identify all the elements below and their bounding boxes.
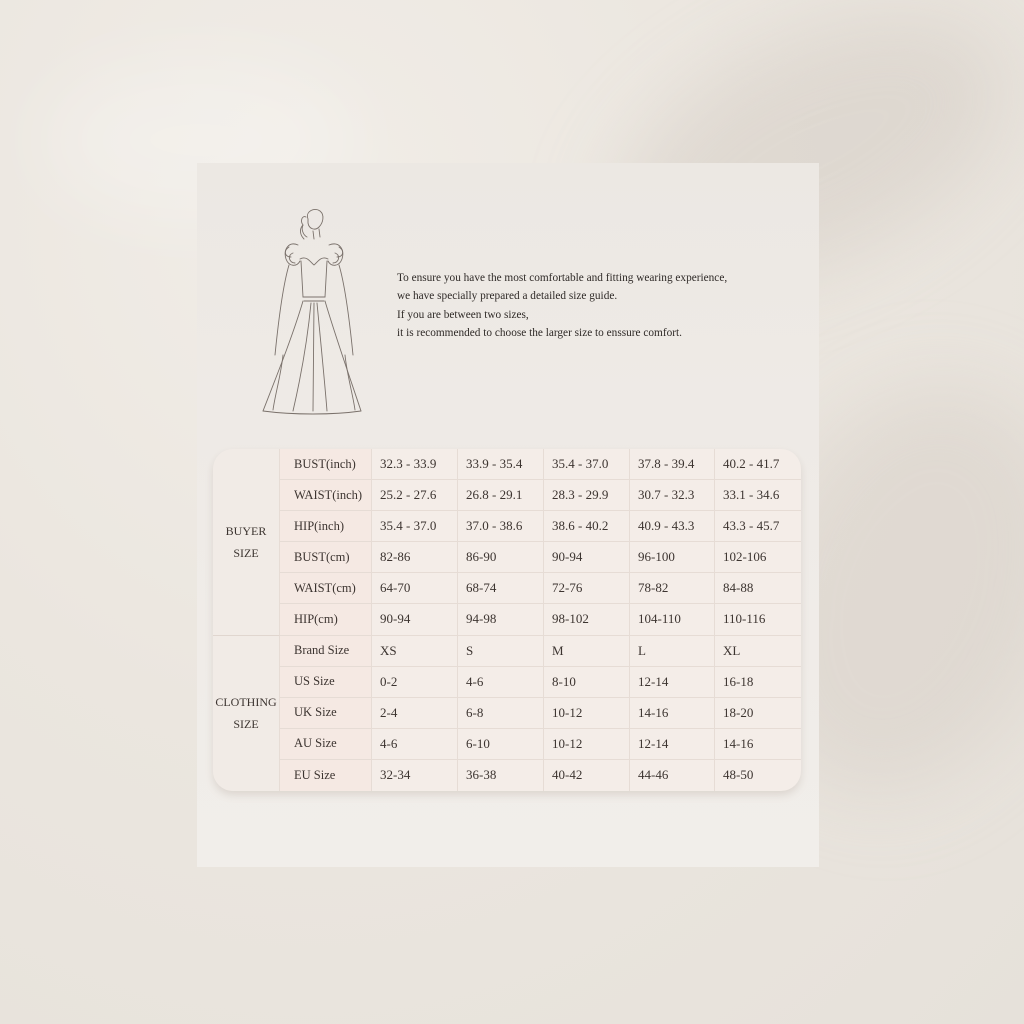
clothing-size-group-label: CLOTHING SIZE bbox=[213, 636, 280, 791]
size-value-cell: 84-88 bbox=[715, 573, 801, 604]
size-value-cell: 14-16 bbox=[715, 729, 801, 760]
size-value-cell: 78-82 bbox=[630, 573, 715, 604]
row-label: WAIST(cm) bbox=[280, 573, 372, 604]
size-value-cell: 40-42 bbox=[544, 760, 630, 791]
size-value-cell: 35.4 - 37.0 bbox=[544, 449, 630, 480]
size-value-cell: 4-6 bbox=[372, 729, 458, 760]
size-value-cell: 40.9 - 43.3 bbox=[630, 511, 715, 542]
row-label: EU Size bbox=[280, 760, 372, 791]
size-value-cell: 14-16 bbox=[630, 698, 715, 729]
buyer-size-group-label: BUYER SIZE bbox=[213, 449, 280, 636]
row-label: AU Size bbox=[280, 729, 372, 760]
size-value-cell: L bbox=[630, 636, 715, 667]
size-value-cell: 68-74 bbox=[458, 573, 544, 604]
row-label: BUST(cm) bbox=[280, 542, 372, 573]
size-value-cell: 26.8 - 29.1 bbox=[458, 480, 544, 511]
size-value-cell: 64-70 bbox=[372, 573, 458, 604]
intro-line: If you are between two sizes, bbox=[397, 308, 529, 321]
size-value-cell: 8-10 bbox=[544, 667, 630, 698]
size-value-cell: 25.2 - 27.6 bbox=[372, 480, 458, 511]
size-value-cell: XS bbox=[372, 636, 458, 667]
size-chart-table bbox=[213, 449, 801, 791]
size-value-cell: 94-98 bbox=[458, 604, 544, 635]
size-value-cell: 12-14 bbox=[630, 667, 715, 698]
size-value-cell: 48-50 bbox=[723, 767, 754, 783]
size-value-cell: 33.9 - 35.4 bbox=[458, 449, 544, 480]
row-label: BUST(inch) bbox=[280, 449, 372, 480]
size-value-cell: 6-10 bbox=[458, 729, 544, 760]
size-value-cell: 32-34 bbox=[372, 760, 458, 791]
size-value-cell: 35.4 - 37.0 bbox=[372, 511, 458, 542]
size-value-cell: 32.3 - 33.9 bbox=[372, 449, 458, 480]
size-value-cell: 96-100 bbox=[630, 542, 715, 573]
size-value-cell: 38.6 - 40.2 bbox=[544, 511, 630, 542]
intro-line: To ensure you have the most comfortable and fitting wearing experience, bbox=[397, 272, 728, 284]
size-value-cell: 10-12 bbox=[544, 698, 630, 729]
intro-line: it is recommended to choose the larger size to enssure comfort. bbox=[397, 326, 682, 339]
size-value-cell: 90-94 bbox=[372, 604, 458, 635]
size-value-cell: 6-8 bbox=[458, 698, 544, 729]
size-value-cell: S bbox=[458, 636, 544, 667]
size-value-cell: 98-102 bbox=[544, 604, 630, 635]
row-label: HIP(inch) bbox=[280, 511, 372, 542]
size-value-cell: 102-106 bbox=[715, 542, 801, 573]
row-label: WAIST(inch) bbox=[280, 480, 372, 511]
size-value-cell: 40.2 - 41.7 bbox=[715, 449, 801, 480]
size-value-cell: 36-38 bbox=[458, 760, 544, 791]
size-value-cell: 82-86 bbox=[372, 542, 458, 573]
row-label: UK Size bbox=[280, 698, 372, 729]
size-value-cell: 90-94 bbox=[544, 542, 630, 573]
size-value-cell: 2-4 bbox=[372, 698, 458, 729]
size-value-cell: 37.0 - 38.6 bbox=[458, 511, 544, 542]
row-label: HIP(cm) bbox=[280, 604, 372, 635]
size-value-cell: 37.8 - 39.4 bbox=[630, 449, 715, 480]
size-guide-card bbox=[197, 163, 819, 867]
size-value-cell: 104-110 bbox=[630, 604, 715, 635]
size-value-cell: 30.7 - 32.3 bbox=[630, 480, 715, 511]
size-chart-grid bbox=[213, 449, 801, 791]
size-value-cell: XL bbox=[715, 636, 801, 667]
size-value-cell: 110-116 bbox=[715, 604, 801, 635]
size-value-cell: 44-46 bbox=[630, 760, 715, 791]
size-value-cell: 28.3 - 29.9 bbox=[544, 480, 630, 511]
size-value-cell: 0-2 bbox=[372, 667, 458, 698]
dress-sketch-illustration bbox=[253, 205, 373, 415]
row-label: US Size bbox=[280, 667, 372, 698]
size-value-cell: 43.3 - 45.7 bbox=[715, 511, 801, 542]
size-value-cell: 18-20 bbox=[715, 698, 801, 729]
size-value-cell: 16-18 bbox=[715, 667, 801, 698]
size-guide-intro bbox=[397, 269, 807, 342]
size-value-cell: M bbox=[544, 636, 630, 667]
size-value-cell: 72-76 bbox=[544, 573, 630, 604]
size-value-cell: 10-12 bbox=[544, 729, 630, 760]
size-value-cell: 12-14 bbox=[630, 729, 715, 760]
size-value-cell: 33.1 - 34.6 bbox=[715, 480, 801, 511]
row-label: Brand Size bbox=[280, 636, 372, 667]
size-value-cell: 86-90 bbox=[458, 542, 544, 573]
size-value-cell: 4-6 bbox=[458, 667, 544, 698]
intro-line: we have specially prepared a detailed size guide. bbox=[397, 290, 618, 303]
